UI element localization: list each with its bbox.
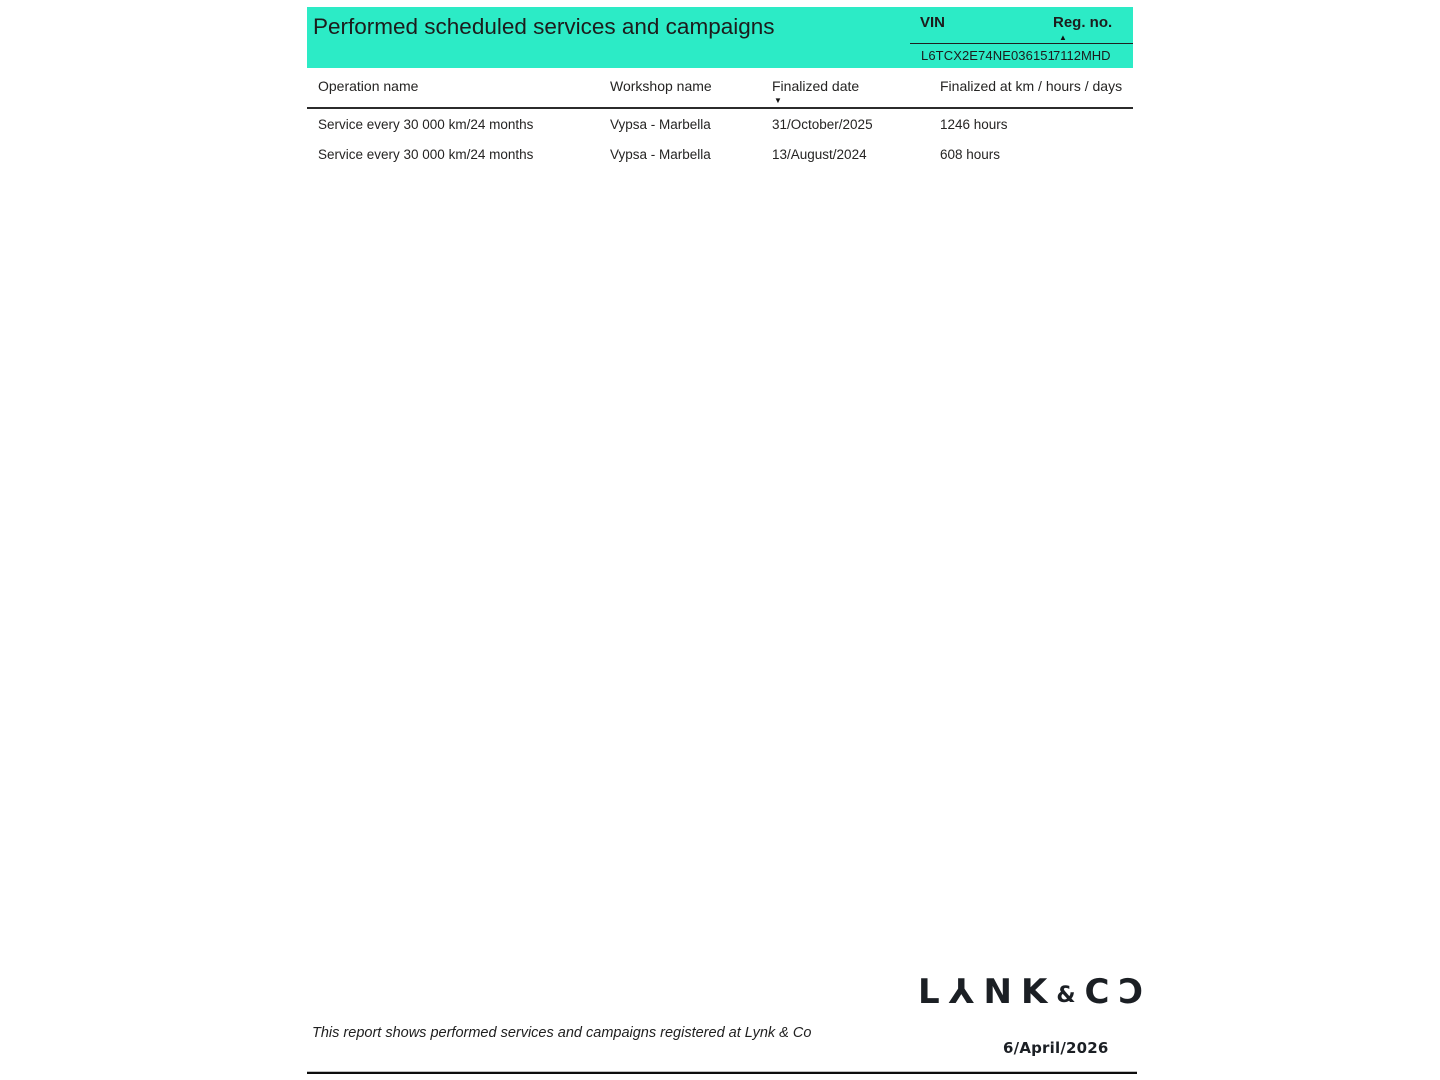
- column-header-workshop-name[interactable]: Workshop name: [610, 78, 712, 94]
- vehicle-table-value-row: [910, 44, 1133, 63]
- services-table: [307, 70, 1133, 169]
- cell-operation-name: Service every 30 000 km/24 months: [318, 116, 534, 132]
- bottom-divider: [307, 1072, 1137, 1074]
- cell-workshop-name: Vypsa - Marbella: [610, 146, 711, 162]
- cell-finalized-date: 31/October/2025: [772, 116, 873, 132]
- cell-workshop-name: Vypsa - Marbella: [610, 116, 711, 132]
- cell-finalized-date: 13/August/2024: [772, 146, 867, 162]
- page-title: Performed scheduled services and campaigns: [313, 14, 775, 39]
- reg-no-value: 7112MHD: [1053, 48, 1111, 63]
- logo-text-lynk: L⅄NK: [918, 972, 1057, 1012]
- table-row: [307, 109, 1133, 139]
- reg-no-column-header[interactable]: [1053, 14, 1133, 43]
- lynkco-logo: [918, 972, 1152, 1012]
- services-table-header-row: [307, 70, 1133, 109]
- column-header-finalized-at[interactable]: Finalized at km / hours / days: [940, 78, 1123, 94]
- vehicle-info-table: [910, 7, 1133, 63]
- report-note: This report shows performed services and campaigns registered at Lynk & Co: [312, 1025, 812, 1041]
- logo-text-co: CƆ: [1084, 972, 1153, 1012]
- vin-column-header[interactable]: [910, 14, 1053, 43]
- report-header-band: [307, 7, 1133, 68]
- table-row: [307, 139, 1133, 169]
- cell-finalized-at: 1246 hours: [940, 116, 1008, 132]
- sort-descending-icon[interactable]: ▼: [774, 96, 782, 105]
- vin-column-label: VIN: [920, 14, 946, 31]
- sort-ascending-icon[interactable]: ▲: [1059, 33, 1067, 42]
- vin-value: L6TCX2E74NE036151: [921, 48, 1055, 63]
- reg-no-column-label: Reg. no.: [1053, 14, 1113, 31]
- column-header-operation-name[interactable]: Operation name: [318, 78, 419, 94]
- report-content: [307, 0, 1153, 1080]
- cell-operation-name: Service every 30 000 km/24 months: [318, 146, 534, 162]
- cell-finalized-at: 608 hours: [940, 146, 1001, 162]
- vehicle-table-header-row: [910, 7, 1133, 44]
- column-header-finalized-date[interactable]: Finalized date ▼: [772, 77, 940, 107]
- logo-ampersand: &: [1056, 983, 1085, 1008]
- report-date: 6/April/2026: [1003, 1039, 1109, 1057]
